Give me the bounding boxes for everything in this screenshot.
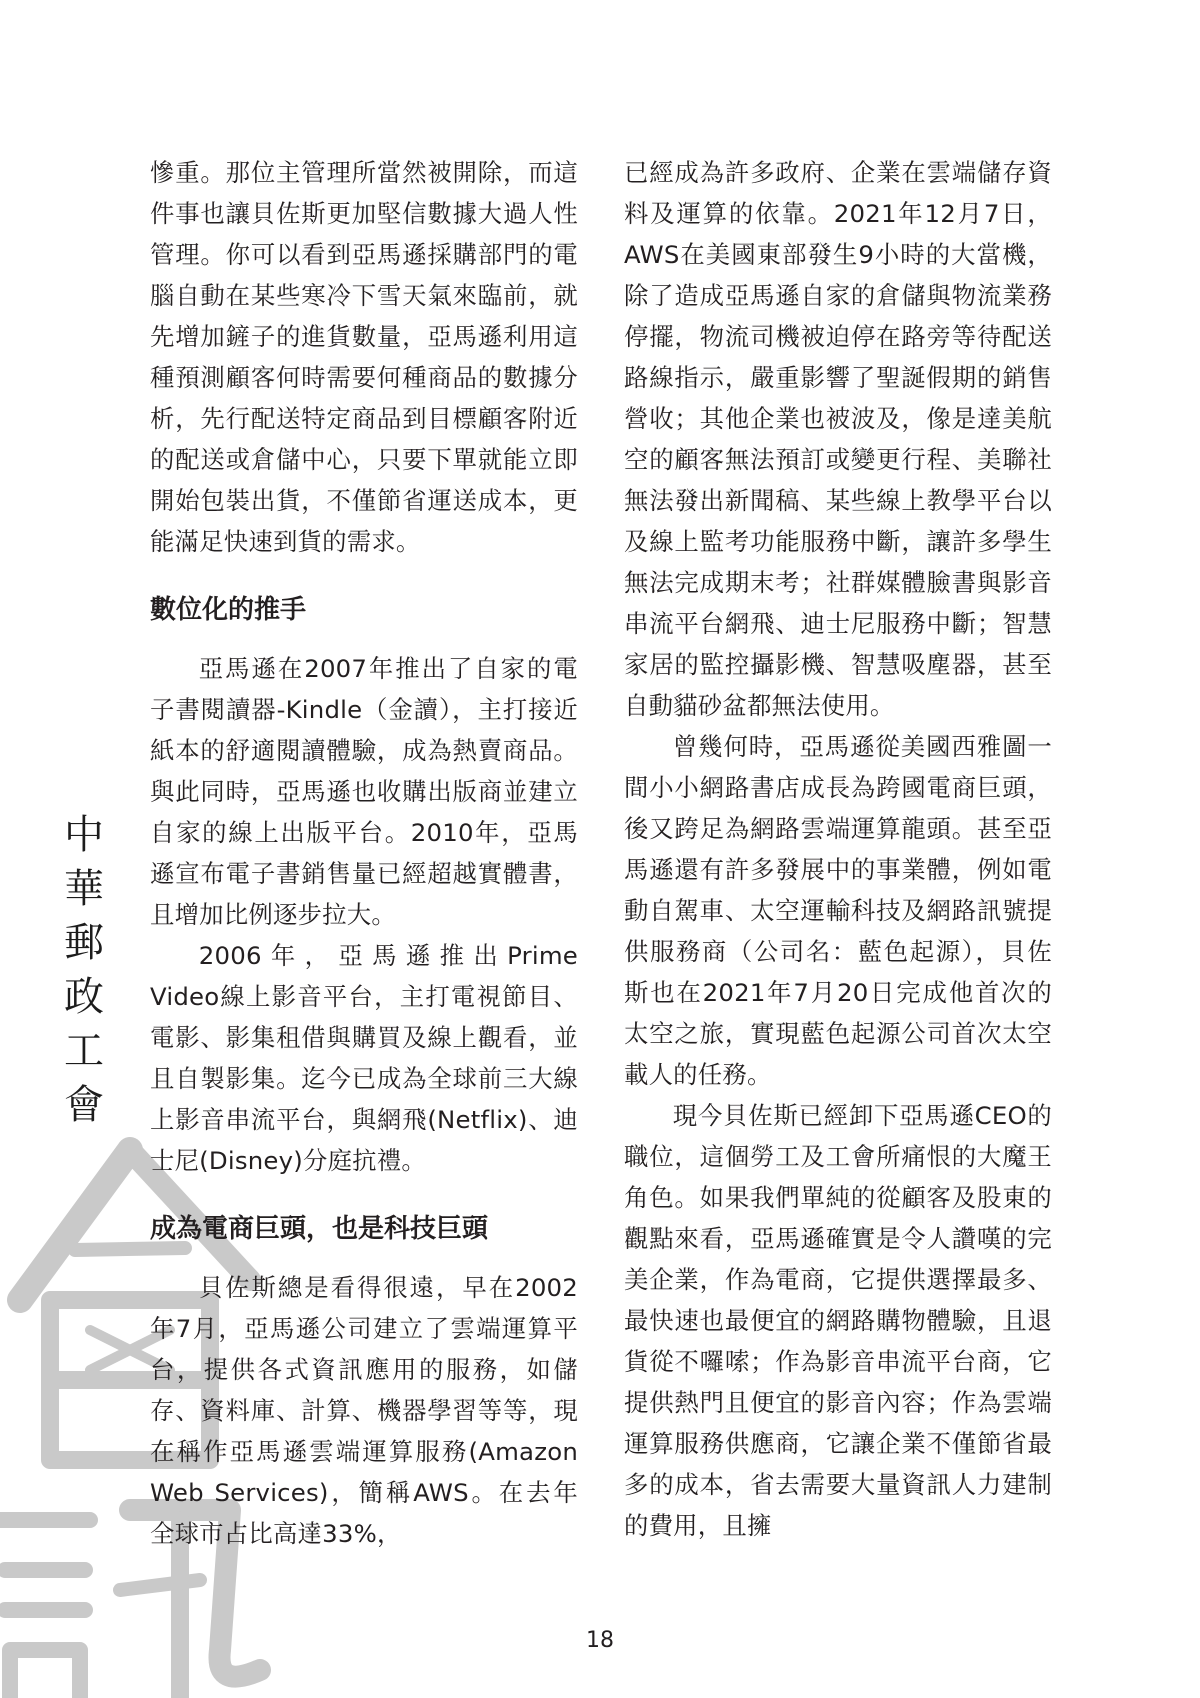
body-paragraph: 2006年，亞馬遜推出Prime Video線上影音平台，主打電視節目、電影、影集租借與購買及線上觀看，並且自製影集。迄今已成為全球前三大線上影音串流平台，與網飛(Netflix)、迪士尼(Disney)分庭抗禮。 — [150, 941, 578, 1175]
right-column — [624, 152, 1052, 1546]
body-paragraph: 現今貝佐斯已經卸下亞馬遜CEO的職位，這個勞工及工會所痛恨的大魔王角色。如果我們單純的從顧客及股東的觀點來看，亞馬遜確實是令人讚嘆的完美企業，作為電商，它提供選擇最多、最快速也最便宜的網路購物體驗，且退貨從不囉嗦；作為影音串流平台商，它提供熱門且便宜的影音內容；作為雲端運算服務供應商，它讓企業不僅節省最多的成本，省去需要大量資訊人力建制的費用，且擁 — [624, 1101, 1052, 1540]
section-heading: 數位化的推手 — [150, 595, 307, 625]
side-publication-title: 中華郵政工會 — [64, 812, 104, 1128]
section-heading: 成為電商巨頭，也是科技巨頭 — [150, 1214, 489, 1244]
body-paragraph: 已經成為許多政府、企業在雲端儲存資料及運算的依靠。2021年12月7日，AWS在美國東部發生9小時的大當機，除了造成亞馬遜自家的倉儲與物流業務停擺，物流司機被迫停在路旁等待配送路線指示，嚴重影響了聖誕假期的銷售營收；其他企業也被波及，像是達美航空的顧客無法預訂或變更行程、美聯社無法發出新聞稿、某些線上教學平台以及線上監考功能服務中斷，讓許多學生無法完成期末考；社群媒體臉書與影音串流平台網飛、迪士尼服務中斷；智慧家居的監控攝影機、智慧吸塵器，甚至自動貓砂盆都無法使用。 — [624, 158, 1052, 720]
body-paragraph: 慘重。那位主管理所當然被開除，而這件事也讓貝佐斯更加堅信數據大過人性管理。你可以看到亞馬遜採購部門的電腦自動在某些寒冷下雪天氣來臨前，就先增加鏟子的進貨數量，亞馬遜利用這種預測顧客何時需要何種商品的數據分析，先行配送特定商品到目標顧客附近的配送或倉儲中心，只要下單就能立即開始包裝出貨，不僅節省運送成本，更能滿足快速到貨的需求。 — [150, 158, 578, 556]
body-paragraph: 貝佐斯總是看得很遠，早在2002年7月，亞馬遜公司建立了雲端運算平台，提供各式資訊應用的服務，如儲存、資料庫、計算、機器學習等等，現在稱作亞馬遜雲端運算服務(Amazon Web Services)，簡稱AWS。在去年全球市占比高達33%， — [150, 1273, 578, 1548]
body-paragraph: 曾幾何時，亞馬遜從美國西雅圖一間小小網路書店成長為跨國電商巨頭，後又跨足為網路雲端運算龍頭。甚至亞馬遜還有許多發展中的事業體，例如電動自駕車、太空運輸科技及網路訊號提供服務商（公司名：藍色起源），貝佐斯也在2021年7月20日完成他首次的太空之旅，實現藍色起源公司首次太空載人的任務。 — [624, 732, 1052, 1089]
page-number: 18 — [586, 1628, 614, 1653]
body-paragraph: 亞馬遜在2007年推出了自家的電子書閱讀器-Kindle（金讀），主打接近紙本的舒適閱讀體驗，成為熱賣商品。與此同時，亞馬遜也收購出版商並建立自家的線上出版平台。2010年，亞馬遜宣布電子書銷售量已經超越實體書，且增加比例逐步拉大。 — [150, 654, 578, 929]
left-column — [150, 152, 578, 1554]
